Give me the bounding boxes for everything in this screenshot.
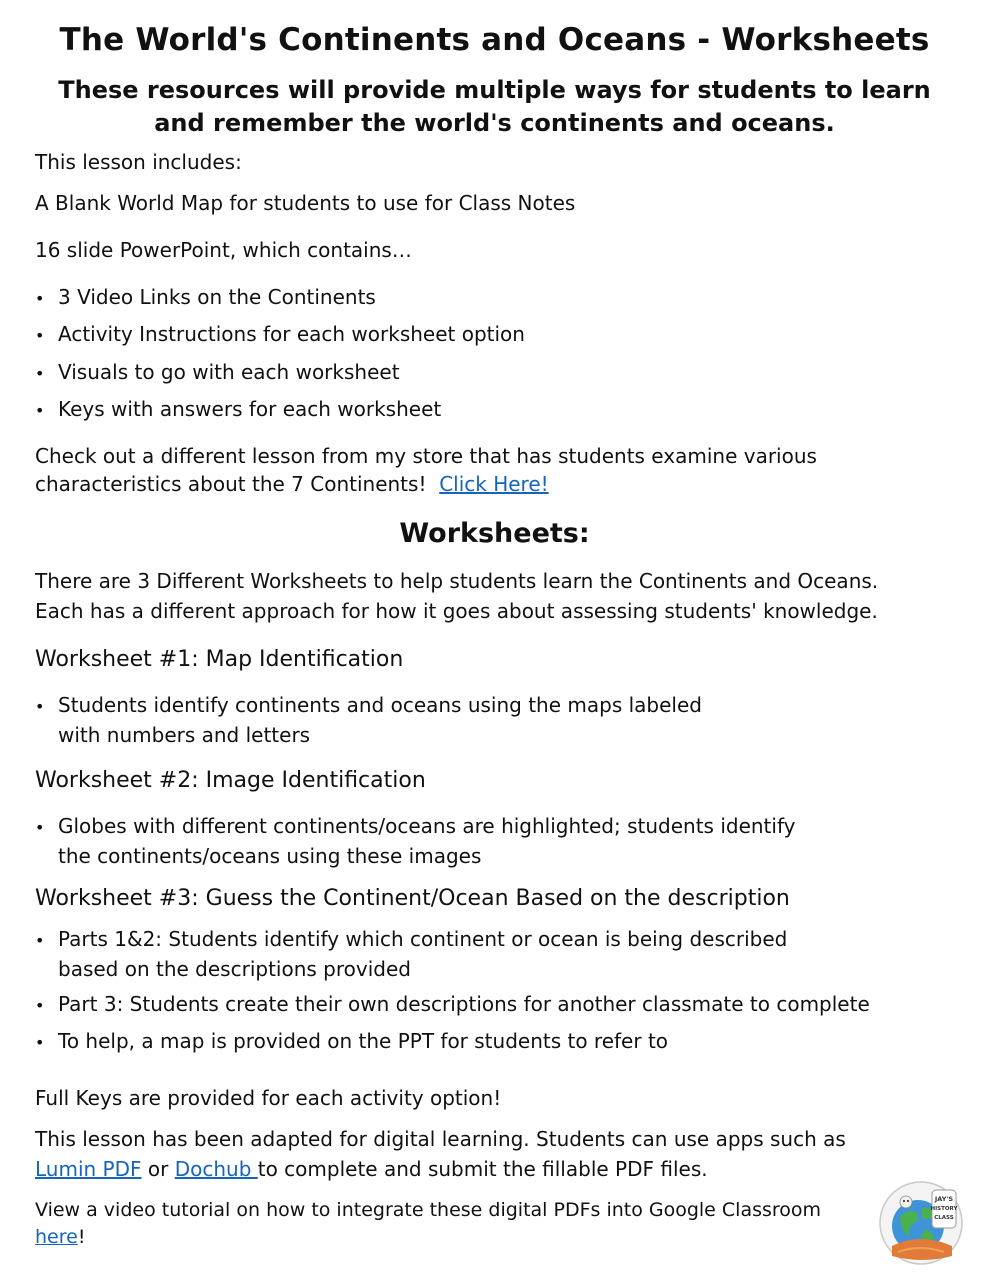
- video-line-1: View a video tutorial on how to integrate these digital PDFs into Google Classroom: [35, 1199, 822, 1221]
- page-title: The World's Continents and Oceans - Worksheets: [59, 22, 930, 58]
- bullet-icon: •: [35, 401, 45, 420]
- bullet-icon: •: [35, 1033, 45, 1052]
- ppt-intro: 16 slide PowerPoint, which contains…: [35, 238, 412, 262]
- bullet-icon: •: [35, 326, 45, 345]
- ppt-list-item: • 3 Video Links on the Continents: [35, 283, 376, 313]
- checkout-line-1: Check out a different lesson from my store that has students examine various: [35, 444, 817, 468]
- ppt-list-item: • Activity Instructions for each worksheet option: [35, 320, 525, 350]
- full-keys-note: Full Keys are provided for each activity option!: [35, 1086, 502, 1110]
- blank-map-item: A Blank World Map for students to use for Class Notes: [35, 191, 576, 215]
- worksheet-3-bullet: • To help, a map is provided on the PPT for students to refer to: [35, 1027, 668, 1057]
- dochub-link[interactable]: Dochub: [174, 1157, 258, 1181]
- worksheet-2-title: Worksheet #2: Image Identification: [35, 768, 426, 793]
- bullet-icon: •: [35, 931, 45, 950]
- logo-text: CLASS: [934, 1215, 954, 1221]
- bullet-icon: •: [35, 364, 45, 383]
- ppt-list-item: • Keys with answers for each worksheet: [35, 395, 441, 425]
- bullet-icon: •: [35, 697, 45, 716]
- lumin-pdf-link[interactable]: Lumin PDF: [35, 1157, 142, 1181]
- digital-line-2: Lumin PDF or Dochub to complete and submit the fillable PDF files.: [35, 1157, 708, 1181]
- here-link[interactable]: here: [35, 1226, 78, 1248]
- click-here-link[interactable]: Click Here!: [439, 472, 549, 496]
- video-line-2: here!: [35, 1226, 86, 1248]
- checkout-line-2: characteristics about the 7 Continents! Click Here!: [35, 472, 549, 496]
- bullet-icon: •: [35, 996, 45, 1015]
- worksheet-3-title: Worksheet #3: Guess the Continent/Ocean Based on the description: [35, 886, 790, 911]
- bullet-icon: •: [35, 818, 45, 837]
- worksheets-intro-1: There are 3 Different Worksheets to help students learn the Continents and Oceans.: [35, 569, 879, 593]
- worksheet-3-bullet: • Parts 1&2: Students identify which continent or ocean is being described based on the descriptions provided: [35, 927, 788, 981]
- worksheets-intro-2: Each has a different approach for how it goes about assessing students' knowledge.: [35, 599, 878, 623]
- worksheet-1-bullet: • Students identify continents and oceans using the maps labeled with numbers and letters: [35, 693, 702, 747]
- worksheets-heading: Worksheets:: [399, 518, 590, 549]
- includes-heading: This lesson includes:: [35, 150, 242, 174]
- logo-text: JAY'S: [934, 1195, 954, 1203]
- worksheet-2-bullet: • Globes with different continents/oceans are highlighted; students identify the continents/oceans using these images: [35, 814, 796, 868]
- globe-logo-icon: [878, 1180, 964, 1266]
- worksheet-1-title: Worksheet #1: Map Identification: [35, 647, 404, 672]
- page-subtitle: These resources will provide multiple ways for students to learn and remember the world's continents and oceans.: [58, 76, 931, 137]
- ppt-list-item: • Visuals to go with each worksheet: [35, 358, 400, 388]
- logo-text: HISTORY: [930, 1206, 958, 1212]
- worksheet-3-bullet: • Part 3: Students create their own descriptions for another classmate to complete: [35, 990, 870, 1020]
- jays-history-class-logo: [878, 1180, 964, 1266]
- bullet-icon: •: [35, 289, 45, 308]
- digital-line-1: This lesson has been adapted for digital learning. Students can use apps such as: [35, 1127, 846, 1151]
